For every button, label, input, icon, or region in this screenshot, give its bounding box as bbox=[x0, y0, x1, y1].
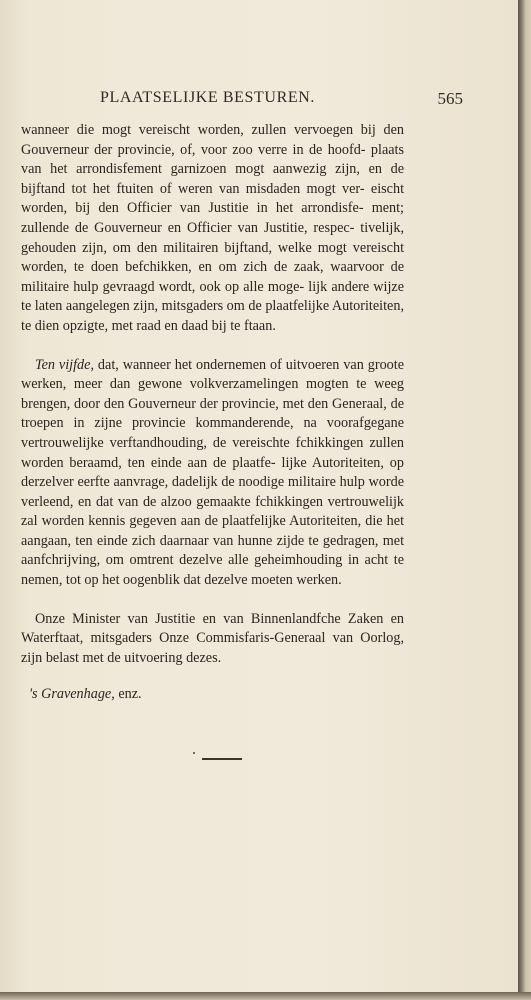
body-text bbox=[21, 121, 404, 705]
page-bottom-edge bbox=[0, 992, 531, 1000]
text-line: de bijftand tot het ftuiten of weren van misdaden mogt ver- bbox=[21, 161, 405, 197]
text-line: lijke Autoriteiten, op derzelver eerfte aanvrage, dadelijk de bbox=[21, 454, 404, 491]
place-date-rest: , enz. bbox=[111, 686, 142, 703]
ink-speck bbox=[193, 752, 195, 754]
place-date-line bbox=[21, 685, 404, 705]
text-line: groote werken, meer dan gewone volkverzamelingen mogten te bbox=[21, 356, 404, 393]
text-line: lijk andere wijze te laten aangelegen zijn, mitsgaders om de bbox=[21, 278, 405, 315]
text-line: waarvoor de militaire hulp gevraagd wordt, ook op alle moge- bbox=[21, 259, 405, 295]
text-line: Onze Minister van Justitie en van Binnenlandfche Zaken en bbox=[35, 610, 404, 627]
page-header bbox=[88, 89, 463, 111]
paragraph-lead-italic: Ten vijfde bbox=[35, 356, 91, 373]
text-line: aan de plaatfelijke Autoriteiten, die het aangaan, ten einde zich bbox=[21, 513, 405, 549]
text-line: te ftaan. bbox=[230, 317, 276, 334]
text-line: eischt worden, bij den Officier van Justitie in het arrondisfe- bbox=[21, 180, 405, 217]
text-line: plaats van het arrondisfement garnizoen mogt aanwezig zijn, en bbox=[21, 141, 404, 178]
text-line: Gouverneur der provincie, of, voor zoo verre in de hoofd- bbox=[21, 141, 366, 158]
paragraph-3 bbox=[21, 610, 404, 669]
text-line: , dat, wanneer het ondernemen of uitvoeren van bbox=[90, 356, 364, 373]
paragraph-1 bbox=[21, 121, 404, 337]
text-line: noodige militaire hulp worde verleend, en dat van de alzoo bbox=[21, 474, 405, 510]
text-line: fchikkingen zullen worden beraamd, ten einde aan de plaatfe- bbox=[21, 434, 404, 471]
text-line: omtrent dezelve alle geheimhouding in acht te nemen, tot op bbox=[21, 552, 405, 589]
text-line: ment; zullende de Gouverneur en Officier van Justitie, respec- bbox=[21, 200, 404, 236]
text-line: het oogenblik dat dezelve moeten werken. bbox=[102, 572, 342, 589]
paragraph-2 bbox=[21, 356, 404, 591]
text-line: gemaakte fchikkingen vertrouwelijk zal worden kennis gegeven bbox=[21, 493, 404, 530]
text-line: plaatfelijke Autoriteiten, te dien opzigte, met raad en daad bij bbox=[21, 298, 404, 334]
text-line: Waterftaat, mitsgaders Onze Commisfaris-Generaal van Oorlog, bbox=[21, 630, 404, 647]
text-line: wanneer die mogt vereischt worden, zullen vervoegen bij den bbox=[21, 122, 404, 138]
text-line: Generaal, de troepen in zijne provincie kommanderende, na bbox=[21, 395, 404, 432]
text-line: daarnaar van hunne zijde te gedragen, met aanfchrijving, om bbox=[21, 532, 405, 569]
page-number: 565 bbox=[437, 89, 463, 108]
end-rule bbox=[202, 758, 242, 760]
text-line: vereischt worden, te doen befchikken, en om zich de zaak, bbox=[21, 239, 405, 276]
page-edge bbox=[518, 0, 531, 1000]
text-line: voorafgegane vertrouwelijke verftandhouding, de vereischte bbox=[21, 415, 404, 451]
text-line: zijn belast met de uitvoering dezes. bbox=[21, 649, 222, 666]
text-line: weeg brengen, door den Gouverneur der provincie, met den bbox=[21, 376, 405, 412]
place-name: 's Gravenhage bbox=[29, 686, 112, 703]
text-line: tivelijk, gehouden zijn, om den militairen bijftand, welke mogt bbox=[21, 219, 404, 256]
running-title: PLAATSELIJKE BESTUREN. bbox=[100, 89, 315, 106]
